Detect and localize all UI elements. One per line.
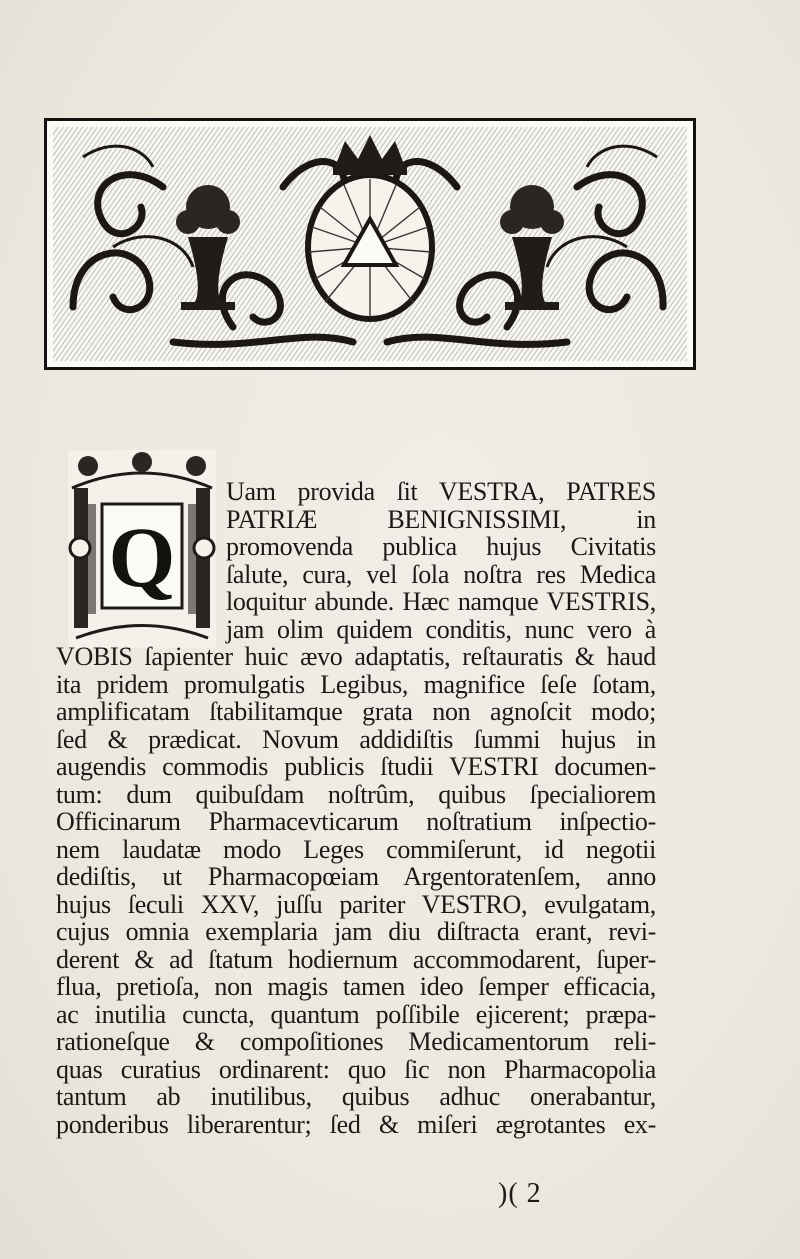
text-line: tum: dum quibuſdam noſtrûm, quibus ſpecialiorem [56,779,656,809]
text-line: cujus omnia exemplaria jam diu diſtracta erant, revi- [56,917,656,946]
text-line: tantum ab inutilibus, quibus adhuc onerabantur, [56,1082,656,1111]
signature-mark: )( 2 [498,1178,542,1209]
text-line: hujus ſeculi XXV, juſſu pariter VESTRO, evulgatam, [56,889,656,919]
text-line: VOBIS ſapienter huic ævo adaptatis, reſtauratis & haud [56,642,656,671]
text-line: ita pridem promulgatis Legibus, magnifice ſeſe ſotam, [56,669,656,699]
text-line: augendis commodis publicis ſtudii VESTRI documen- [56,752,656,781]
text-line: ponderibus liberarentur; ſed & miſeri ægrotantes ex- [56,1109,656,1139]
text-line: ſalute, cura, vel ſola noſtra res Medica [226,559,656,589]
initial-letter: Q [108,509,176,605]
ornament-engraving [53,127,687,361]
text-line: Uam provida ſit VESTRA, PATRES [226,477,656,506]
text-line: derent & ad ſtatum hodiernum accommodarent, ſuper- [56,944,656,974]
body-text [56,478,656,1138]
headpiece-ornament [44,118,696,370]
text-line: nem laudatæ modo Leges commiſerunt, id negotii [56,834,656,864]
text-line: rationeſque & compoſitiones Medicamentorum reli- [56,1027,656,1056]
text-line: promovenda publica hujus Civitatis [226,532,656,561]
text-line: PATRIÆ BENIGNISSIMI, in [226,504,656,534]
text-line: ac inutilia cuncta, quantum poſſibile ejicerent; præpa- [56,999,656,1029]
text-line: jam olim quidem conditis, nunc vero à [226,614,656,644]
text-line: amplificatam ſtabilitamque grata non agnoſcit modo; [56,697,656,726]
text-line: loquitur abunde. Hæc namque VESTRIS, [226,587,656,616]
text-line: dediſtis, ut Pharmacopœiam Argentoratenſem, anno [56,862,656,891]
text-line: quas curatius ordinarent: quo ſic non Pharmacopolia [56,1054,656,1084]
text-line: ſed & prædicat. Novum addidiſtis ſummi hujus in [56,724,656,754]
text-line: flua, pretioſa, non magis tamen ideo ſemper efficacia, [56,972,656,1001]
text-line: Officinarum Pharmacevticarum noſtratium inſpectio- [56,807,656,836]
